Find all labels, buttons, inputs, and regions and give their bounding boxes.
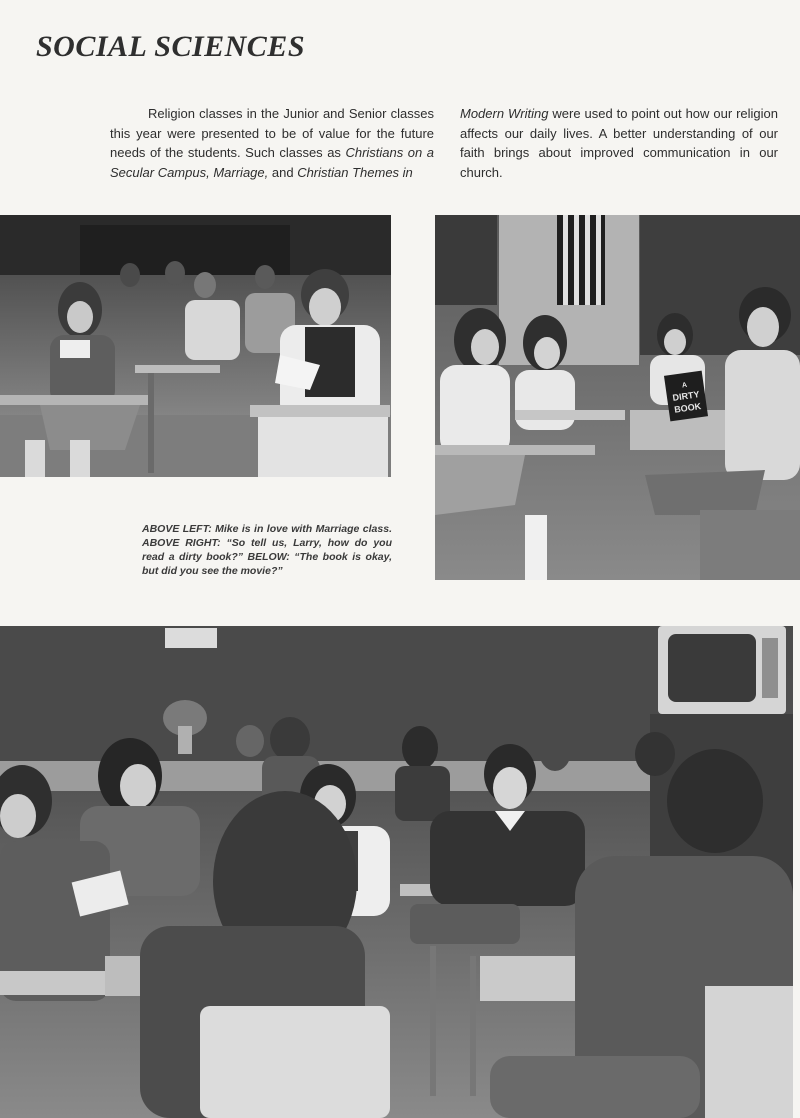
article-text-3: and: [268, 164, 298, 180]
article-text-1: Religion classes in the Junior and Senior classes this year were presented to be of value for the future needs of the students. Such classes as: [110, 106, 434, 160]
book-title-line-1: A: [681, 381, 688, 390]
flag-icon: [557, 215, 605, 305]
television-icon: [658, 626, 786, 714]
book-cover: [664, 371, 708, 422]
course-title-themes: Christian Themes in: [297, 164, 413, 180]
course-title-christians: Christians on a Secular Campus,: [110, 145, 434, 180]
book-title-line-3: BOOK: [673, 401, 702, 415]
photo-above-right: [435, 215, 800, 580]
course-title-marriage: Marriage,: [213, 164, 269, 180]
page-title: SOCIAL SCIENCES: [36, 30, 306, 63]
classroom-photo-bottom: [0, 626, 793, 1118]
classroom-photo-left: [0, 215, 391, 477]
article-column-right: [460, 104, 778, 182]
article-column-left: [110, 104, 434, 182]
article-text-4: were used to point out how our religion affects our daily lives. A better understanding of our faith brings about improved communication in our church.: [460, 106, 778, 180]
photo-caption: ABOVE LEFT: Mike is in love with Marriage class. ABOVE RIGHT: “So tell us, Larry, how do you read a dirty book?” BELOW: “The book is okay, but did you see the movie?”: [142, 523, 392, 577]
course-title-themes-cont: Modern Writing: [460, 106, 549, 121]
classroom-photo-right: [435, 215, 800, 580]
book-title-line-2: DIRTY: [671, 389, 701, 403]
photo-above-left: [0, 215, 391, 477]
photo-below: [0, 626, 793, 1118]
